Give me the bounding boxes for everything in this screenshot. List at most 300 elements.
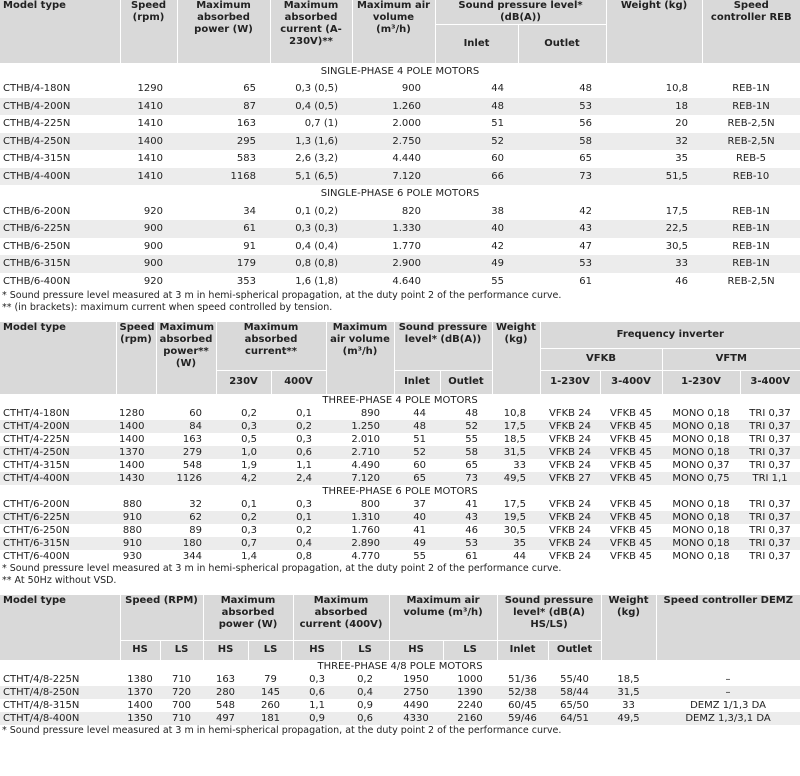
header-sound: Sound pressure level* (dB(A)) [394,322,492,370]
table-cell: 0,1 (0,2) [295,205,338,217]
model-cell: CTHT/4/8-315N [3,700,80,711]
table-cell: DEMZ 1/1,3 DA [690,700,766,711]
table-cell: 0,5 [241,434,257,445]
table-cell: 1.250 [326,420,394,433]
table-cell: 2,4 [271,472,326,485]
table-cell: 548 [215,700,236,711]
table-cell: 44 [491,83,504,95]
table-cell: VFKB 24 [549,525,591,536]
table-cell: TRI 1,1 [740,472,800,485]
table-cell: 1,6 (1,8) [295,275,338,287]
table-cell: 53 [518,255,606,273]
table-cell: 65 [243,83,256,95]
model-cell: CTHB/4-250N [0,133,120,151]
table-cell: VFKB 45 [600,511,662,524]
table-cell: REB-1N [702,220,800,238]
table-cell: MONO 0,18 [672,499,730,510]
table-cell: 0,4 [271,537,326,550]
table-cell: 910 [116,511,156,524]
section-title-row [0,485,800,498]
header-model-type: Model type [0,322,116,394]
header-inlet: Inlet [435,25,518,63]
table-cell: 0,7 [216,537,271,550]
table-cell: 1400 [120,133,177,151]
table-cell: 55 [491,275,504,287]
table-cell: 900 [120,255,177,273]
table-cell: 52 [394,446,440,459]
header-current: Maximum absorbed current (400V) [293,595,389,640]
table-cell: 17,5 [665,205,688,217]
table-cell: 60 [491,153,504,165]
table-cell: 31,5 [492,446,540,459]
table-cell: 180 [156,537,216,550]
table-cell: REB-1N [702,255,800,273]
table-cell: 51,5 [606,168,702,186]
table-cell: 0,2 [216,511,271,524]
table-cell: 47 [579,240,592,252]
model-cell: CTHT/4/8-250N [0,686,120,699]
table-cell: 48 [435,98,518,116]
model-cell: CTHB/4-400N [0,168,120,186]
table-cell: 2,6 (3,2) [295,153,338,165]
table-cell: 1000 [457,674,483,685]
header-inlet: Inlet [394,370,440,394]
table-cell: 710 [171,674,192,685]
table-cell: 31,5 [601,686,656,699]
table-row [0,673,800,686]
table-cell: 700 [171,700,192,711]
header-frequency-inverter: Frequency inverter [540,322,800,348]
section-title: SINGLE-PHASE 4 POLE MOTORS [0,63,800,81]
table-cell: 1.310 [326,511,394,524]
table-row [0,472,800,485]
table-cell: 56 [579,118,592,130]
table-cell: 1370 [116,446,156,459]
table-cell: 0,9 [357,700,373,711]
model-cell: CTHT/4-180N [3,408,70,419]
table-cell: MONO 0,37 [672,460,730,471]
table-row [0,524,800,537]
table-cell: 55/40 [560,674,589,685]
header-sound: Sound pressure level* (dB(A)) [435,0,606,25]
table-cell: 0,6 [271,446,326,459]
table-cell: 66 [435,168,518,186]
table-cell: 51 [413,434,426,445]
table-cell: 910 [116,537,156,550]
table-cell: 53 [518,98,606,116]
model-cell: CTHT/6-315N [0,537,116,550]
table-row [0,238,800,256]
table-cell: 58 [518,133,606,151]
header-current-hs: HS [293,640,341,660]
header-current-ls: LS [341,640,389,660]
table-cell: 4,2 [216,472,271,485]
table-cell: 55 [465,434,478,445]
table-cell: 1,0 [216,446,271,459]
table-cell: REB-2,5N [727,118,775,130]
table-cell: 35 [675,153,688,165]
table-cell: TRI 0,37 [749,408,791,419]
table-cell: 1400 [127,700,153,711]
table-row [0,537,800,550]
table-cell: 583 [236,153,256,165]
table-cell: 32 [606,133,702,151]
table-cell: VFKB 45 [610,460,652,471]
model-cell: CTHT/4-225N [3,434,70,445]
table-cell: 1430 [116,472,156,485]
table-row [0,133,800,151]
section-title: THREE-PHASE 6 POLE MOTORS [0,485,800,498]
table-cell: 2160 [443,712,497,725]
table-cell: 0,2 [296,525,312,536]
table-cell: VFKB 24 [549,460,591,471]
table-cell: VFKB 24 [549,551,591,562]
header-air-hs: HS [389,640,443,660]
table-cell: 40 [394,511,440,524]
table-cell: 30,5 [503,525,526,536]
table-cell: 7.120 [326,472,394,485]
table-row [0,168,800,186]
table-cell: 920 [143,275,163,287]
section-title-row [0,660,800,673]
table-cell: 4.770 [351,551,380,562]
table-cell: 163 [215,674,236,685]
table-cell: 65 [579,153,592,165]
table-cell: VFKB 24 [540,446,600,459]
table-cell: VFKB 45 [600,472,662,485]
model-cell: CTHT/4/8-400N [0,712,120,725]
table-cell: 2240 [457,700,483,711]
table-row [0,433,800,446]
header-power-hs: HS [203,640,248,660]
header-air-volume: Maximum air volume (m³/h) [326,322,394,394]
header-outlet: Outlet [440,370,492,394]
table-cell: 1410 [137,118,163,130]
table-cell: 900 [143,240,163,252]
table-cell: VFKB 24 [549,434,591,445]
table-cell: MONO 0,18 [672,551,730,562]
header-current: Maximum absorbed current (A-230V)** [270,0,352,63]
table-cell: 4.490 [351,460,380,471]
table-row [0,498,800,511]
table-cell: 60 [413,460,426,471]
header-inlet: Inlet [497,640,548,660]
table-cell: 0,9 [293,712,341,725]
table-cell: TRI 0,37 [740,420,800,433]
section-title: THREE-PHASE 4/8 POLE MOTORS [0,660,800,673]
table-cell: 2.890 [326,537,394,550]
table-cell: TRI 0,37 [740,537,800,550]
table-cell: MONO 0,18 [662,537,740,550]
table-cell: 800 [360,499,380,510]
table-cell: 17,5 [492,420,540,433]
table-cell: MONO 0,18 [662,420,740,433]
header-power: Maximum absorbed power (W) [177,0,270,63]
table-cell: VFKB 45 [610,408,652,419]
section-title: THREE-PHASE 4 POLE MOTORS [0,394,800,407]
table-cell: 353 [236,275,256,287]
table-cell: 548 [182,460,202,471]
table-cell: 61 [465,551,478,562]
table-cell: REB-1N [732,83,770,95]
table-cell: 0,1 [296,408,312,419]
table-cell: 0,6 [293,686,341,699]
t2-body-4pole [0,394,800,485]
table-cell: 18,5 [617,674,640,685]
header-current: Maximum absorbed current** [216,322,326,370]
model-cell: CTHT/6-200N [3,499,70,510]
table-cell: 53 [440,537,492,550]
header-speed-ls: LS [160,640,203,660]
model-cell: CTHT/4-200N [0,420,116,433]
table-cell: 4330 [389,712,443,725]
table-cell: – [656,686,800,699]
header-230v: 230V [216,370,271,394]
table-cell: REB-1N [732,205,770,217]
table-cell: 0,2 [241,408,257,419]
table-cell: VFKB 24 [540,537,600,550]
table-cell: 49,5 [492,472,540,485]
footnote: * Sound pressure level measured at 3 m in hemi-spherical propagation, at the duty point 2 of the performance curve. [2,563,562,574]
table-cell: 87 [177,98,270,116]
table-cell: 710 [160,712,203,725]
table-cell: 1290 [137,83,163,95]
table-cell: 33 [513,460,526,471]
header-power-ls: LS [248,640,293,660]
table-cell: 41 [413,525,426,536]
table-cell: VFKB 24 [540,511,600,524]
table-cell: TRI 0,37 [749,525,791,536]
table-row [0,115,800,133]
table-row [0,407,800,420]
table-cell: 1380 [127,674,153,685]
header-speed: Speed (rpm) [120,0,177,63]
table-row [0,220,800,238]
model-cell: CTHT/6-400N [3,551,70,562]
t1-footnotes [0,290,800,314]
model-cell: CTHT/6-250N [3,525,70,536]
section-title: SINGLE-PHASE 6 POLE MOTORS [0,185,800,203]
table-cell: TRI 0,37 [740,446,800,459]
table-cell: 7.120 [352,168,435,186]
table-cell: MONO 0,18 [662,446,740,459]
table-cell: 1390 [443,686,497,699]
table-cell: 0,8 (0,8) [270,255,352,273]
table-cell: 48 [394,420,440,433]
header-speed-hs: HS [120,640,160,660]
table-row [0,699,800,712]
table-cell: 1.260 [352,98,435,116]
header-sound: Sound pressure level* (dB(A) HS/LS) [497,595,601,640]
model-cell: CTHB/6-225N [0,220,120,238]
table-cell: 41 [465,499,478,510]
table-cell: VFKB 45 [600,537,662,550]
table-cell: 179 [177,255,270,273]
table-cell: 46 [675,275,688,287]
table-cell: 344 [182,551,202,562]
table-cell: 0,2 [357,674,373,685]
table-cell: 73 [440,472,492,485]
table-row [0,150,800,168]
table-cell: 0,3 [309,674,325,685]
table-cell: 48 [465,408,478,419]
table-cell: 1410 [137,153,163,165]
table-cell: 65 [394,472,440,485]
table-cell: 2.000 [392,118,421,130]
table-cell: 497 [203,712,248,725]
table-cell: 900 [120,220,177,238]
table-cell: 1.760 [351,525,380,536]
table-cell: 43 [440,511,492,524]
table-row [0,80,800,98]
table-cell: 279 [156,446,216,459]
table-cell: 0,1 [241,499,257,510]
table-cell: 10,8 [503,408,526,419]
table-cell: 0,3 (0,5) [295,83,338,95]
t1-body-6pole [0,185,800,290]
table-row [0,255,800,273]
table-cell: 58/44 [548,686,601,699]
table-cell: VFKB 45 [610,551,652,562]
table-cell: 64/51 [548,712,601,725]
table-cell: 2750 [389,686,443,699]
t3-footnotes [0,725,800,737]
table-cell: 890 [360,408,380,419]
table-row [0,420,800,433]
table-cell: VFKB 27 [540,472,600,485]
table-cell: 0,4 [341,686,389,699]
table-cell: 33 [622,700,635,711]
t3-body-4-8pole [0,660,800,725]
t2-body-6pole [0,485,800,563]
table-cell: 145 [248,686,293,699]
table-cell: MONO 0,18 [672,434,730,445]
table-cell: VFKB 45 [610,499,652,510]
header-power: Maximum absorbed power** (W) [156,322,216,394]
table-cell: 18 [606,98,702,116]
header-air-ls: LS [443,640,497,660]
table-cell: TRI 0,37 [749,434,791,445]
table-row [0,712,800,725]
table-cell: 49 [394,537,440,550]
model-cell: CTHB/4-200N [0,98,120,116]
table-cell: 820 [401,205,421,217]
table-cell: 10,8 [665,83,688,95]
table-cell: 40 [435,220,518,238]
table-cell: 84 [156,420,216,433]
table-cell: 48 [579,83,592,95]
section-title-row [0,394,800,407]
table-cell: 58 [440,446,492,459]
table-cell: 33 [606,255,702,273]
table-cell: 44 [413,408,426,419]
t2-footnotes [0,563,800,587]
table-cell: 59/46 [497,712,548,725]
header-weight: Weight (kg) [601,595,656,660]
table-two-speed [0,595,800,725]
table-cell: 19,5 [492,511,540,524]
table-row [0,459,800,472]
header-speed: Speed (rpm) [116,322,156,394]
table-cell: TRI 0,37 [749,499,791,510]
table-cell: REB-2,5N [702,133,800,151]
footnote: ** (in brackets): maximum current when speed controlled by tension. [2,302,333,313]
table-cell: 60 [189,408,202,419]
table-cell: 22,5 [606,220,702,238]
table-cell: 34 [243,205,256,217]
header-400v: 400V [271,370,326,394]
table-cell: 1400 [119,434,145,445]
table-cell: 49,5 [601,712,656,725]
table-cell: 49 [435,255,518,273]
table-cell: 0,3 [241,525,257,536]
header-power: Maximum absorbed power (W) [203,595,293,640]
section-title-row [0,185,800,203]
t1-body-4pole [0,63,800,186]
table-cell: REB-5 [735,153,767,165]
table-cell: 30,5 [665,240,688,252]
table-cell: 52 [435,133,518,151]
table-cell: 1,1 [309,700,325,711]
table-cell: 4490 [403,700,429,711]
model-cell: CTHT/4-400N [0,472,116,485]
table-cell: MONO 0,18 [672,525,730,536]
table-cell: 65/50 [560,700,589,711]
table-cell: 2.750 [352,133,435,151]
table-cell: MONO 0,18 [662,511,740,524]
table-row [0,686,800,699]
header-vfkb-1-230v: 1-230V [540,370,600,394]
table-cell: 52 [440,420,492,433]
table-cell: 0,4 (0,4) [295,240,338,252]
table-row [0,511,800,524]
table-cell: 280 [203,686,248,699]
table-cell: 73 [518,168,606,186]
header-speed: Speed (RPM) [120,595,203,640]
table-cell: 880 [122,499,142,510]
table-cell: 5,1 (6,5) [270,168,352,186]
table-cell: 1,9 [241,460,257,471]
table-cell: 17,5 [503,499,526,510]
header-weight: Weight (kg) [606,0,702,63]
model-cell: CTHB/4-315N [3,153,71,165]
table-cell: 260 [260,700,281,711]
header-outlet: Outlet [518,25,606,63]
table-cell: 60/45 [508,700,537,711]
table-cell: REB-1N [732,240,770,252]
model-cell: CTHB/6-200N [3,205,71,217]
table-cell: MONO 0,75 [662,472,740,485]
table-cell: 0,6 [341,712,389,725]
table-cell: 79 [264,674,277,685]
table-cell: 181 [248,712,293,725]
table-cell: 32 [189,499,202,510]
table-cell: – [725,674,731,685]
header-air-volume: Maximum air volume (m³/h) [389,595,497,640]
table-cell: REB-2,5N [727,275,775,287]
header-model-type: Model type [0,0,120,63]
table-cell: VFKB 24 [540,420,600,433]
table-cell: 1410 [120,168,177,186]
table-cell: 1370 [120,686,160,699]
table-cell: 880 [122,525,142,536]
table-cell: VFKB 24 [549,499,591,510]
table-cell: MONO 0,18 [672,408,730,419]
table-cell: 1950 [403,674,429,685]
table-row [0,446,800,459]
header-vftm: VFTM [662,348,800,370]
table-cell: 44 [513,551,526,562]
